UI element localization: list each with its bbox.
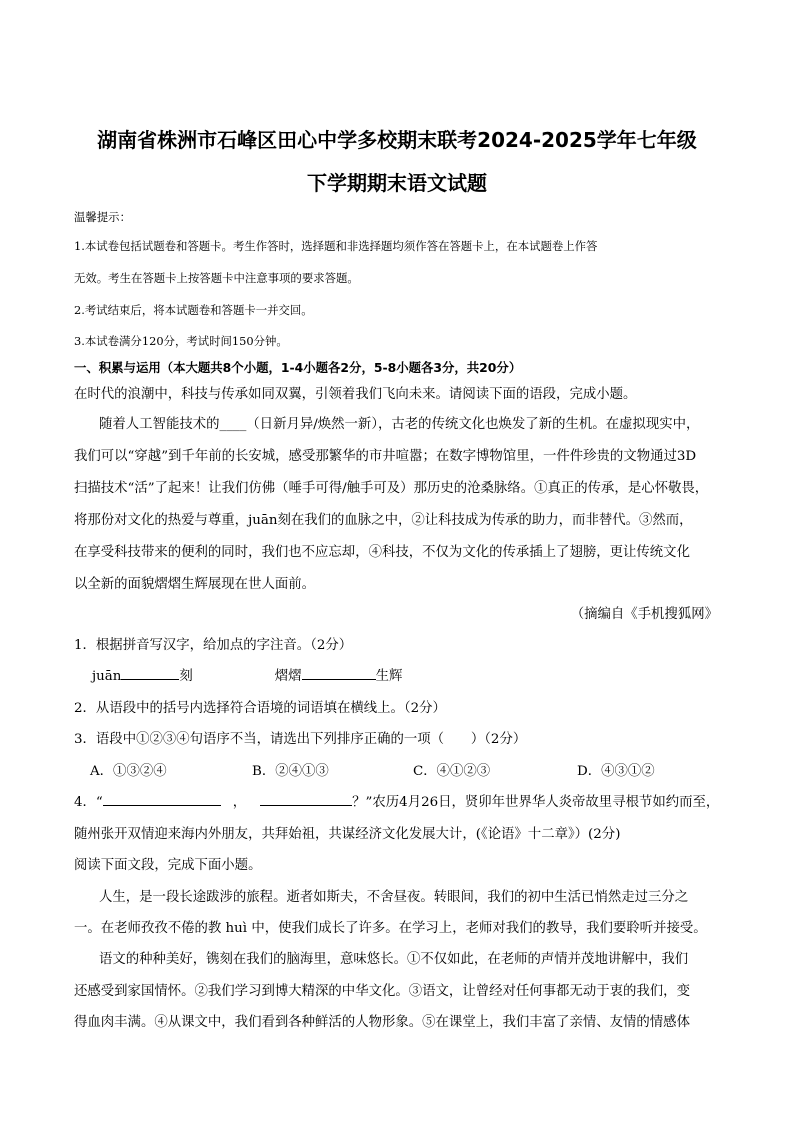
notice-heading: 温馨提示： — [74, 210, 131, 224]
question-4-line-2: 随州张开双情迎来海内外朋友，共拜始祖，共谋经济文化发展大计，(《论语》十二章》）(2分) — [74, 827, 621, 842]
passage-1-line-5: 在享受科技带来的便利的同时，我们也不应忘却，④科技，不仅为文化的传承插上了翅膀，更让传统文化 — [74, 545, 690, 560]
q4-blank-2[interactable] — [260, 791, 352, 806]
passage-1-line-3: 扫描技术“活”了起来！让我们仿佛（唾手可得/触手可及）那历史的沧桑脉络。①真正的传承，是心怀敬畏， — [74, 481, 709, 496]
reading-intro: 阅读下面文段，完成下面小题。 — [74, 858, 262, 873]
question-4-line-1 — [74, 791, 719, 810]
exam-title-line2: 下学期期末语文试题 — [307, 171, 487, 195]
passage-1-line-1: 随着人工智能技术的____（日新月异/焕然一新），古老的传统文化也焕发了新的生机。在虚拟现实中， — [99, 417, 700, 432]
passage-2-line-1: 人生，是一段长途跋涉的旅程。逝者如斯夫，不舍昼夜。转眼间，我们的初中生活已悄然走过三分之 — [99, 890, 689, 905]
q3-option-b[interactable]: B．②④①③ — [252, 764, 329, 779]
q4-suffix: ？”农历4月26日，贤卯年世界华人炎帝故里寻根节如约而至， — [352, 795, 720, 810]
passage-1-line-4: 将那份对文化的热爱与尊重，juān刻在我们的血脉之中，②让科技成为传承的助力，而非替代。③然而， — [74, 513, 693, 528]
passage-2-line-4: 还感受到家国情怀。②我们学习到博大精深的中华文化。③语文，让曾经对任何事都无动于衷的我们，变 — [74, 984, 690, 999]
section-1-heading: 一、积累与运用（本大题共8个小题，1-4小题各2分，5-8小题各3分，共20分） — [74, 360, 522, 375]
question-1-answer-row — [92, 665, 402, 684]
q3-option-a[interactable]: A．①③②④ — [90, 764, 167, 779]
notice-item-3: 3.本试卷满分120分，考试时间150分钟。 — [74, 334, 288, 348]
q4-prefix: 4．“ — [74, 795, 103, 810]
question-3: 3．语段中①②③④句语序不当，请选出下列排序正确的一项（ ）（2分） — [74, 732, 527, 747]
q4-blank-1[interactable] — [103, 791, 221, 806]
q3-option-c[interactable]: C．④①②③ — [413, 764, 491, 779]
question-2: 2．从语段中的括号内选择符合语境的词语填在横线上。（2分） — [74, 701, 446, 716]
q1-a-blank[interactable] — [121, 665, 179, 680]
passage-1-source: （摘编自《手机搜狐网》 — [570, 607, 718, 622]
notice-item-1a: 1.本试卷包括试题卷和答题卡。考生作答时，选择题和非选择题均须作答在答题卡上，在本试题卷上作答 — [74, 239, 598, 253]
q1-b-blank[interactable] — [302, 665, 376, 680]
passage-1-line-6: 以全新的面貌熠熠生辉展现在世人面前。 — [74, 577, 316, 592]
notice-item-2: 2.考试结束后，将本试题卷和答题卡一并交回。 — [74, 303, 313, 317]
passage-2-line-2: 一。在老师孜孜不倦的教 huì 中，使我们成长了许多。在学习上，老师对我们的教导，我们要聆听并接受。 — [74, 921, 707, 936]
passage-1-line-2: 我们可以“穿越”到千年前的长安城，感受那繁华的市井喧嚣；在数字博物馆里，一件件珍贵的文物通过3D — [74, 449, 697, 464]
q1-b-prefix: 熠熠 — [274, 669, 302, 684]
question-1: 1．根据拼音写汉字，给加点的字注音。（2分） — [74, 638, 353, 653]
passage-2-line-3: 语文的种种美好，镌刻在我们的脑海里，意味悠长。①不仅如此，在老师的声情并茂地讲解中，我们 — [99, 952, 689, 967]
exam-title-line1: 湖南省株洲市石峰区田心中学多校期末联考2024-2025学年七年级 — [97, 128, 697, 152]
section-1-intro: 在时代的浪潮中，科技与传承如同双翼，引领着我们飞向未来。请阅读下面的语段，完成小题。 — [74, 387, 637, 402]
q1-a-suffix: 刻 — [179, 669, 193, 684]
notice-item-1b: 无效。考生在答题卡上按答题卡中注意事项的要求答题。 — [74, 271, 359, 285]
passage-2-line-5: 得血肉丰满。④从课文中，我们看到各种鲜活的人物形象。⑤在课堂上，我们丰富了亲情、友情的情感体 — [74, 1015, 690, 1030]
q1-a-prefix: juān — [92, 669, 122, 684]
q3-option-d[interactable]: D．④③①② — [577, 764, 655, 779]
q1-b-suffix: 生辉 — [375, 669, 403, 684]
q4-comma: ， — [232, 795, 247, 810]
